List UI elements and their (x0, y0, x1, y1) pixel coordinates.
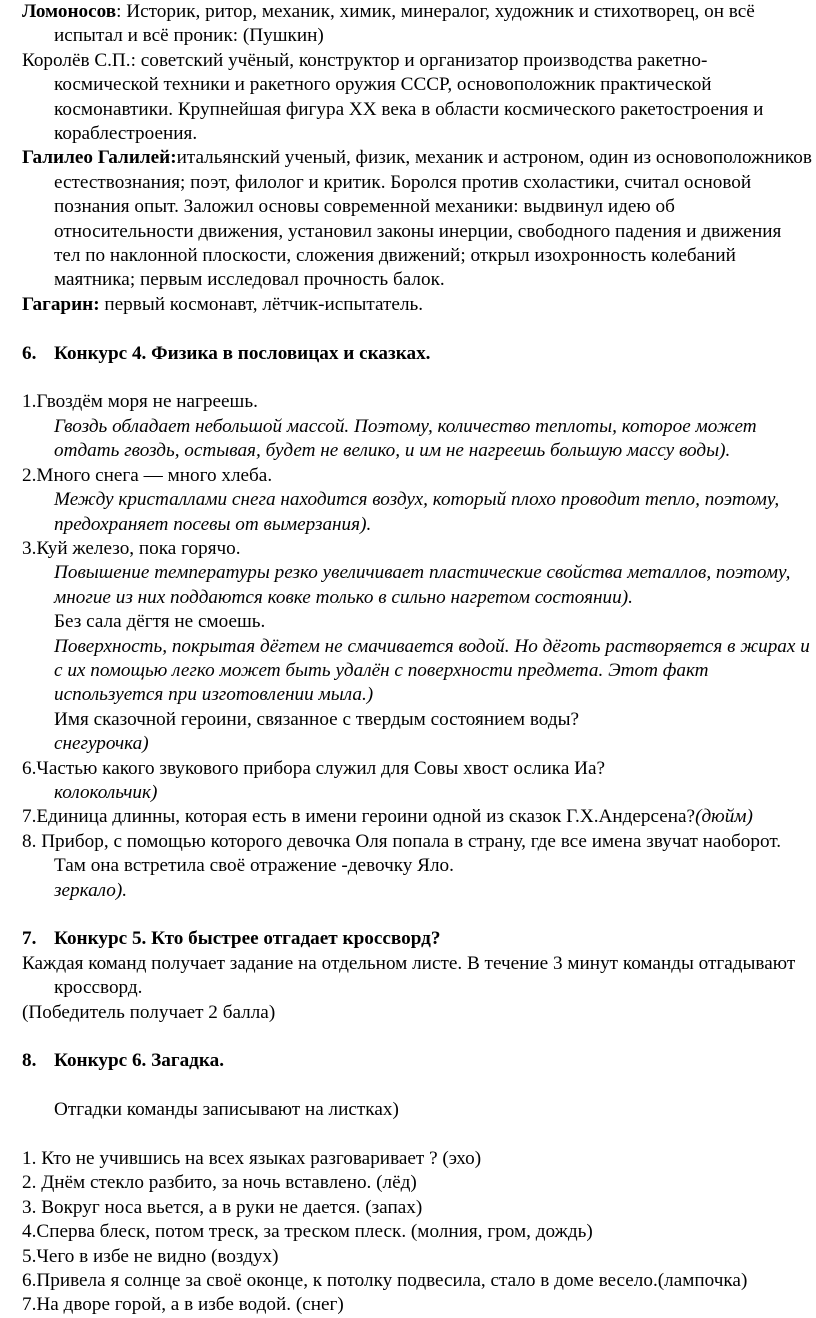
bio-name: Ломоносов (22, 1, 117, 22)
bio-lomonosov: Ломоносов: Историк, ритор, механик, химик, минералог, художник и стихотворец, он всё испытал и всё проник: (Пушкин) (22, 1, 755, 47)
riddle-item: 3. Вокруг носа вьется, а в руки не дается. (запах) (22, 1196, 423, 1218)
tale-answer: (дюйм) (695, 806, 753, 828)
section-note: (Победитель получает 2 балла) (22, 1001, 276, 1023)
riddle-item: 2. Днём стекло разбито, за ночь вставлено. (лёд) (22, 1172, 417, 1194)
bio-text: итальянский ученый, физик, механик и астроном, один из основоположников естествознания; поэт, филолог и критик. Боролся против схоластики, считал основой познания опыт. Заложил основы современной механики: выдвинул идею об относительности движения, установил законы инерции, свободного падения и движения тел по наклонной плоскости, сложения движений; открыл изохронность колебаний маятника; первым исследовал прочность балок. (54, 147, 812, 291)
proverb-answer: Повышение температуры резко увеличивает пластические свойства металлов, поэтому, многие из них поддаются ковке только в сильно нагретом состоянии). (54, 562, 791, 608)
proverb-question: Без сала дёгтя не смоешь. (54, 611, 266, 633)
proverb-question: 1.Гвоздём моря не нагреешь. (22, 391, 258, 413)
tale-question: 8. Прибор, с помощью которого девочка Оля попала в страну, где все имена звучат наоборот. Там она встретила своё отражение -девочку Яло. (22, 830, 782, 877)
bio-name: Королёв С.П. (22, 49, 131, 71)
tale-answer: снегурочка) (54, 733, 149, 755)
riddle-item: 1. Кто не учившись на всех языках разговаривает ? (эхо) (22, 1148, 482, 1169)
bio-galileo (22, 146, 812, 292)
bio-text: первый космонавт, лётчик-испытатель. (104, 293, 424, 315)
bio-text: советский учёный, конструктор и организатор производства ракетно-космической техники и ракетного оружия СССР, основоположник практической космонавтики. Крупнейшая фигура XX века в области космического ракетостроения и кораблестроения. (54, 49, 764, 145)
bio-name: Гагарин: (22, 293, 100, 315)
riddle-item: 6.Привела я солнце за своё оконце, к потолку подвесила, стало в доме весело.(лампочка) (22, 1270, 748, 1292)
document-page (22, 0, 812, 1318)
riddle-item: 4.Сперва блеск, потом треск, за треском плеск. (молния, гром, дождь) (22, 1221, 593, 1243)
tale-answer: зеркало). (54, 879, 128, 901)
proverb-answer: Поверхность, покрытая дёгтем не смачивается водой. Но дёготь растворяется в жирах и с их помощью легко может быть удалён с поверхности предмета. Этот факт используется при изготовлении мыла.) (54, 635, 810, 706)
section-intro: Отгадки команды записывают на листках) (54, 1099, 399, 1121)
proverb-question: 2.Много снега — много хлеба. (22, 464, 273, 486)
bio-korolev: Королёв С.П.: советский учёный, конструктор и организатор производства ракетно-космической техники и ракетного оружия СССР, основоположник практической космонавтики. Крупнейшая фигура XX века в области космического ракетостроения и кораблестроения. (22, 49, 764, 145)
proverb-answer: Между кристаллами снега находится воздух, который плохо проводит тепло, поэтому, предохраняет посевы от вымерзания). (54, 489, 780, 535)
bio-name: Галилео Галилей: (22, 147, 177, 169)
riddle-item: 5.Чего в избе не видно (воздух) (22, 1245, 279, 1267)
tale-question: 6.Частью какого звукового прибора служил для Совы хвост ослика Иа? (22, 757, 606, 779)
section-heading: 8. Конкурс 6. Загадка. (22, 1050, 225, 1072)
tale-question: 7.Единица длинны, которая есть в имени героини одной из сказок Г.Х.Андерсена?(дюйм) (22, 806, 753, 828)
riddle-item: 7.На дворе горой, а в избе водой. (снег) (22, 1294, 344, 1316)
proverb-question: 3.Куй железо, пока горячо. (22, 537, 241, 559)
section-heading: 6. Конкурс 4. Физика в пословицах и сказках. (22, 342, 431, 364)
section-text: Каждая команд получает задание на отдельном листе. В течение 3 минут команды отгадывают кроссворд. (22, 952, 796, 999)
proverb-answer: Гвоздь обладает небольшой массой. Поэтому, количество теплоты, которое может отдать гвоздь, остывая, будет не велико, и им не нагреешь большую массу воды). (54, 415, 757, 462)
section-heading: 7. Конкурс 5. Кто быстрее отгадает кроссворд? (22, 928, 441, 950)
tale-answer: колокольчик) (54, 781, 158, 803)
bio-text: Историк, ритор, механик, химик, минералог, художник и стихотворец, он всё испытал и всё проник: (Пушкин) (54, 1, 755, 47)
bio-gagarin (22, 293, 812, 317)
tale-question: Имя сказочной героини, связанное с твердым состоянием воды? (54, 708, 579, 730)
